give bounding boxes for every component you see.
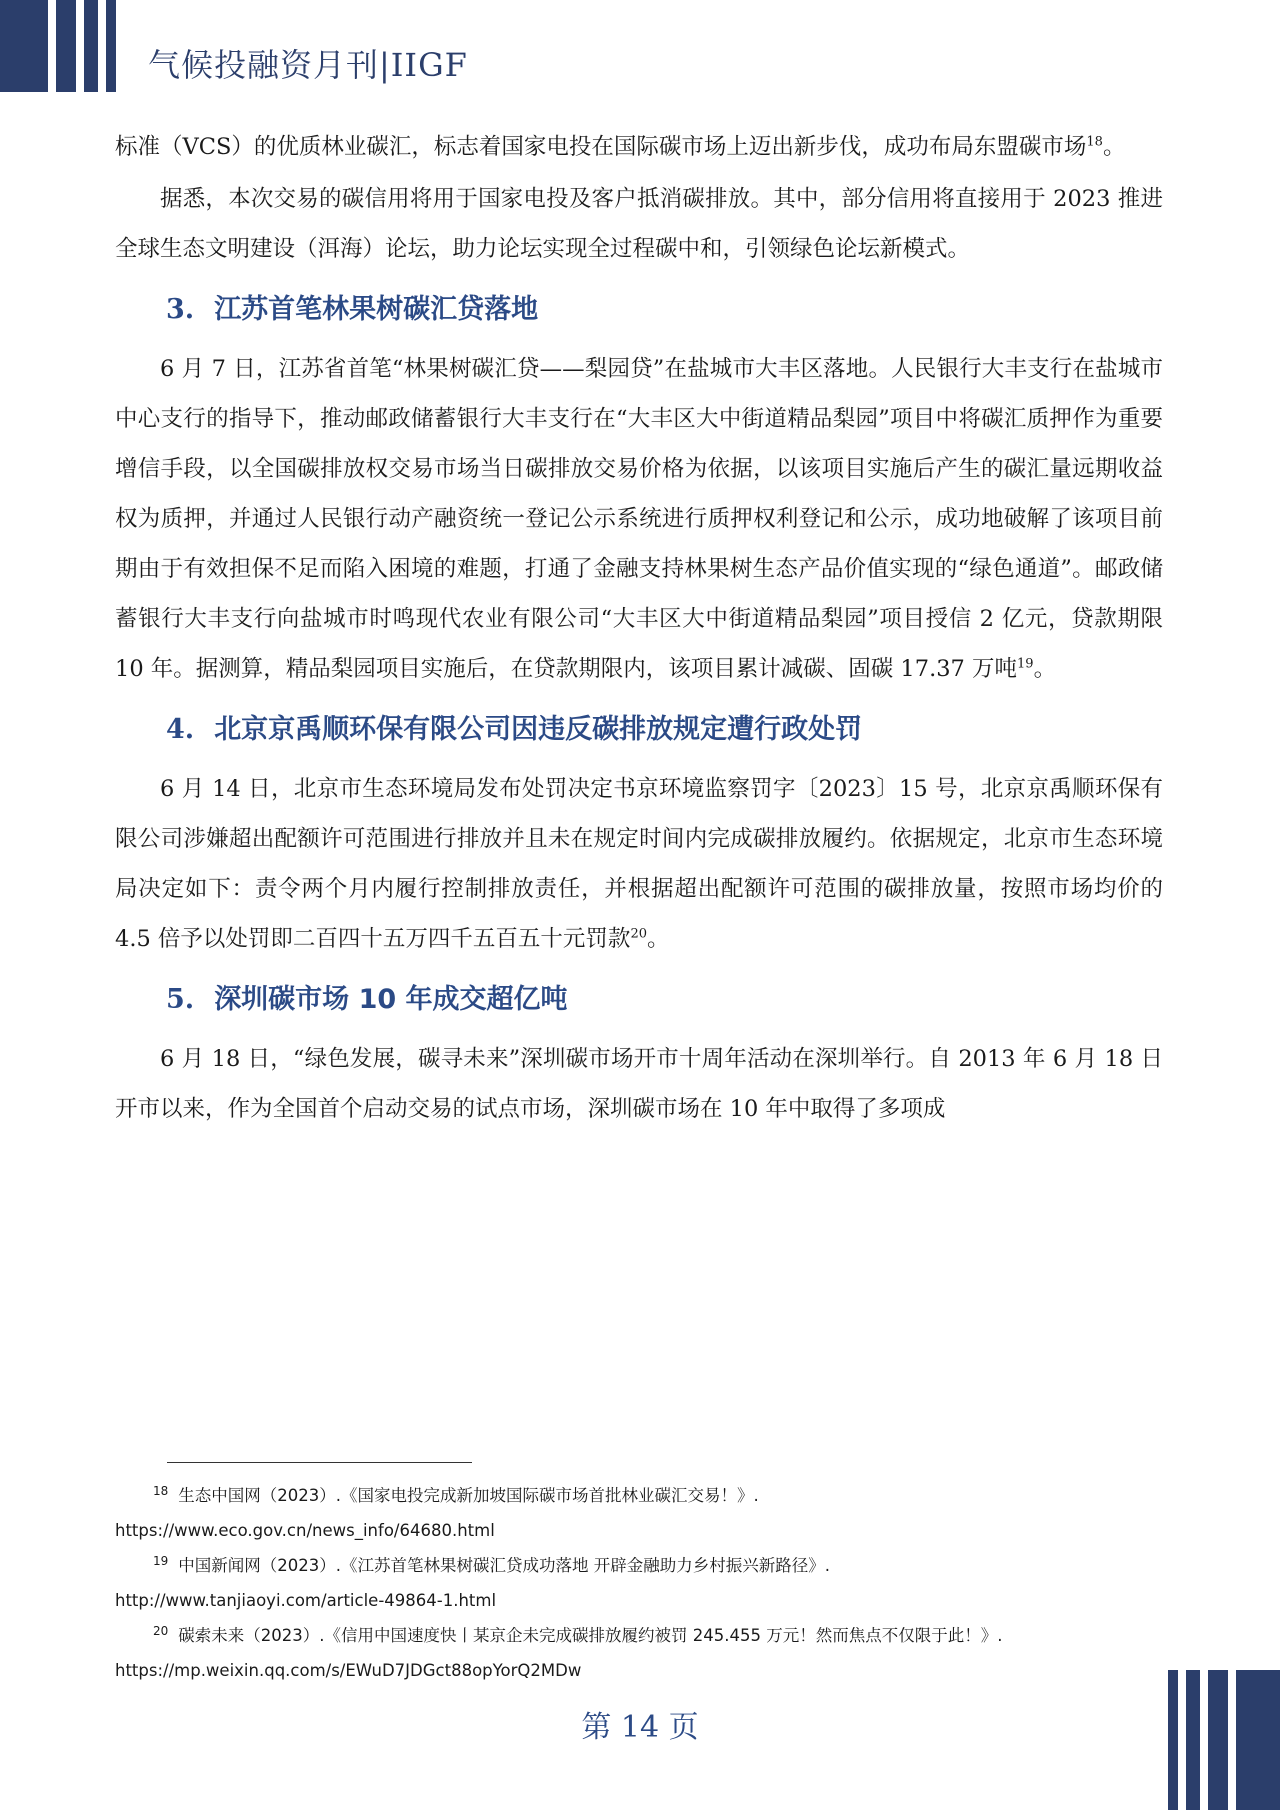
section-heading-4	[115, 704, 1163, 756]
header-bar-4	[106, 0, 116, 92]
page-number: 第 14 页	[581, 1710, 699, 1745]
footnote-number: 19	[153, 1553, 169, 1568]
footnote-text-line	[115, 1618, 1163, 1653]
footnote-link[interactable]: http://www.tanjiaoyi.com/article-49864-1.html	[115, 1591, 497, 1610]
section-4-paragraph	[115, 764, 1163, 964]
paragraph-text: 标准（VCS）的优质林业碳汇，标志着国家电投在国际碳市场上迈出新步伐，成功布局东盟碳市场	[115, 134, 1087, 160]
paragraph-text: 6 月 14 日，北京市生态环境局发布处罚决定书京环境监察罚字〔2023〕15 号，北京京禹顺环保有限公司涉嫌超出配额许可范围进行排放并且未在规定时间内完成碳排放履约。依据规定，北京市生态环境局决定如下：责令两个月内履行控制排放责任，并根据超出配额许可范围的碳排放量，按照市场均价的 4.5 倍予以处罚即二百四十五万四千五百五十元罚款	[115, 776, 1163, 952]
footer-bar-2	[1186, 1670, 1200, 1810]
footer-bar-4	[1236, 1670, 1280, 1810]
document-body	[115, 122, 1163, 1136]
paragraph-2: 据悉，本次交易的碳信用将用于国家电投及客户抵消碳排放。其中，部分信用将直接用于 2023 推进全球生态文明建设（洱海）论坛，助力论坛实现全过程碳中和，引领绿色论坛新模式。	[115, 186, 1163, 262]
footnote-20	[115, 1618, 1163, 1688]
footnote-text-line	[115, 1548, 1163, 1583]
paragraph-text: 6 月 18 日，“绿色发展，碳寻未来”深圳碳市场开市十周年活动在深圳举行。自 2013 年 6 月 18 日开市以来，作为全国首个启动交易的试点市场，深圳碳市场在 10 年中取得了多项成	[115, 1046, 1163, 1122]
section-number: 4.	[166, 714, 195, 745]
paragraph-end: 。	[646, 926, 670, 952]
footnote-link[interactable]: https://www.eco.gov.cn/news_info/64680.html	[115, 1521, 495, 1540]
section-number: 5.	[166, 984, 195, 1015]
section-title: 北京京禹顺环保有限公司因违反碳排放规定遭行政处罚	[214, 714, 863, 745]
section-heading-3	[115, 284, 1163, 336]
footnote-19	[115, 1548, 1163, 1618]
footer-bar-1	[1168, 1670, 1178, 1810]
footnotes	[115, 1478, 1163, 1688]
footnote-ref-18[interactable]: 18	[1086, 134, 1103, 150]
footnote-ref-19[interactable]: 19	[1017, 656, 1034, 672]
section-title: 深圳碳市场 10 年成交超亿吨	[214, 984, 568, 1015]
paragraph-end: 。	[1033, 656, 1057, 682]
footnote-18	[115, 1478, 1163, 1548]
paragraph-text: 6 月 7 日，江苏省首笔“林果树碳汇贷——梨园贷”在盐城市大丰区落地。人民银行大丰支行在盐城市中心支行的指导下，推动邮政储蓄银行大丰支行在“大丰区大中街道精品梨园”项目中将碳汇质押作为重要增信手段，以全国碳排放权交易市场当日碳排放交易价格为依据，以该项目实施后产生的碳汇量远期收益权为质押，并通过人民银行动产融资统一登记公示系统进行质押权利登记和公示，成功地破解了该项目前期由于有效担保不足而陷入困境的难题，打通了金融支持林果树生态产品价值实现的“绿色通道”。邮政储蓄银行大丰支行向盐城市时鸣现代农业有限公司“大丰区大中街道精品梨园”项目授信 2 亿元，贷款期限 10 年。据测算，精品梨园项目实施后，在贷款期限内，该项目累计减碳、固碳 17.37 万吨	[115, 356, 1163, 682]
footnote-text-line	[115, 1478, 1163, 1513]
footnote-number: 20	[153, 1623, 169, 1638]
section-3-paragraph	[115, 344, 1163, 694]
section-heading-5	[115, 974, 1163, 1026]
section-title: 江苏首笔林果树碳汇贷落地	[214, 294, 539, 325]
footnote-divider	[167, 1462, 472, 1463]
footnote-text: 碳索未来（2023）.《信用中国速度快丨某京企未完成碳排放履约被罚 245.455 万元！然而焦点不仅限于此！》.	[178, 1626, 1003, 1645]
footnote-number: 18	[153, 1483, 169, 1498]
header-bar-3	[84, 0, 98, 92]
footnote-text: 中国新闻网（2023）.《江苏首笔林果树碳汇贷成功落地 开辟金融助力乡村振兴新路径》.	[178, 1556, 831, 1575]
header-bar-2	[56, 0, 76, 92]
footer-bar-3	[1208, 1670, 1228, 1810]
header-bar-1	[0, 0, 48, 92]
section-5-paragraph	[115, 1034, 1163, 1134]
paragraph-end: 。	[1102, 134, 1126, 160]
header-title: 气候投融资月刊|IIGF	[148, 46, 468, 84]
footnote-ref-20[interactable]: 20	[630, 926, 647, 942]
footnote-link[interactable]: https://mp.weixin.qq.com/s/EWuD7JDGct88opYorQ2MDw	[115, 1661, 582, 1680]
footnote-text: 生态中国网（2023）.《国家电投完成新加坡国际碳市场首批林业碳汇交易！》.	[178, 1486, 759, 1505]
paragraph-1	[115, 122, 1163, 172]
section-number: 3.	[166, 294, 195, 325]
